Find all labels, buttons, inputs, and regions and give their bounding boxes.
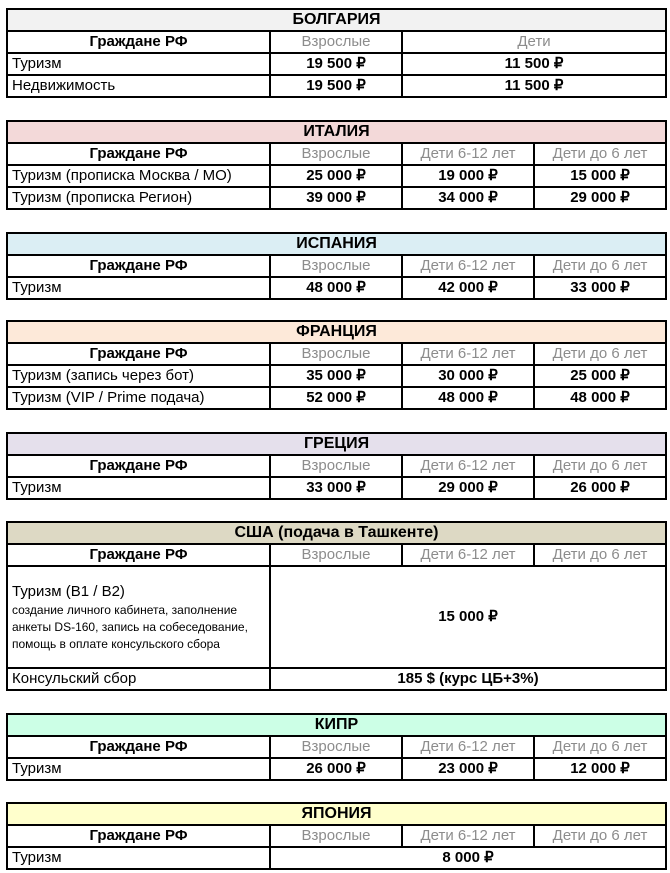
spain-title: ИСПАНИЯ <box>7 233 666 255</box>
usa-tourism-price: 15 000 ₽ <box>270 566 666 668</box>
usa-tourism-cell <box>7 566 270 668</box>
price-adult: 48 000 ₽ <box>270 277 402 299</box>
row-label: Туризм <box>7 53 270 75</box>
table-row <box>7 668 666 690</box>
table-row <box>7 53 666 75</box>
bulgaria-table <box>6 8 667 98</box>
section-spain <box>6 232 665 300</box>
bulgaria-title: БОЛГАРИЯ <box>7 9 666 31</box>
price-children-under-6: 29 000 ₽ <box>534 187 666 209</box>
citizens-header: Граждане РФ <box>7 544 270 566</box>
price-adult: 25 000 ₽ <box>270 165 402 187</box>
cyprus-title: КИПР <box>7 714 666 736</box>
table-row <box>7 165 666 187</box>
section-japan <box>6 802 665 870</box>
price-children-6-12: 42 000 ₽ <box>402 277 534 299</box>
children-under-6-header: Дети до 6 лет <box>534 825 666 847</box>
children-under-6-header: Дети до 6 лет <box>534 736 666 758</box>
table-row <box>7 365 666 387</box>
adults-header: Взрослые <box>270 143 402 165</box>
children-6-12-header: Дети 6-12 лет <box>402 143 534 165</box>
citizens-header: Граждане РФ <box>7 455 270 477</box>
adults-header: Взрослые <box>270 825 402 847</box>
adults-header: Взрослые <box>270 31 402 53</box>
price-children-under-6: 15 000 ₽ <box>534 165 666 187</box>
japan-table <box>6 802 667 870</box>
children-6-12-header: Дети 6-12 лет <box>402 455 534 477</box>
price-children-under-6: 26 000 ₽ <box>534 477 666 499</box>
price-children-under-6: 25 000 ₽ <box>534 365 666 387</box>
row-label: Туризм (прописка Москва / МО) <box>7 165 270 187</box>
children-6-12-header: Дети 6-12 лет <box>402 544 534 566</box>
table-row <box>7 566 666 668</box>
italy-table <box>6 120 667 210</box>
price-children-under-6: 12 000 ₽ <box>534 758 666 780</box>
price-children-6-12: 34 000 ₽ <box>402 187 534 209</box>
price-children-under-6: 48 000 ₽ <box>534 387 666 409</box>
row-label: Туризм <box>7 758 270 780</box>
table-row <box>7 387 666 409</box>
consular-fee-price: 185 $ (курс ЦБ+3%) <box>270 668 666 690</box>
children-6-12-header: Дети 6-12 лет <box>402 255 534 277</box>
usa-tourism-label: Туризм (B1 / B2) <box>12 582 125 600</box>
japan-title: ЯПОНИЯ <box>7 803 666 825</box>
france-title: ФРАНЦИЯ <box>7 321 666 343</box>
children-under-6-header: Дети до 6 лет <box>534 143 666 165</box>
section-cyprus <box>6 713 665 781</box>
price-children-6-12: 30 000 ₽ <box>402 365 534 387</box>
greece-title: ГРЕЦИЯ <box>7 433 666 455</box>
table-row <box>7 847 666 869</box>
section-greece <box>6 432 665 500</box>
table-row <box>7 758 666 780</box>
price-adult: 26 000 ₽ <box>270 758 402 780</box>
greece-table <box>6 432 667 500</box>
citizens-header: Граждане РФ <box>7 143 270 165</box>
children-6-12-header: Дети 6-12 лет <box>402 736 534 758</box>
price-all: 8 000 ₽ <box>270 847 666 869</box>
row-label: Туризм (VIP / Prime подача) <box>7 387 270 409</box>
usa-title: США (подача в Ташкенте) <box>7 522 666 544</box>
price-adult: 33 000 ₽ <box>270 477 402 499</box>
table-row <box>7 277 666 299</box>
table-row <box>7 187 666 209</box>
france-table <box>6 320 667 410</box>
price-adult: 39 000 ₽ <box>270 187 402 209</box>
section-france <box>6 320 665 410</box>
children-under-6-header: Дети до 6 лет <box>534 455 666 477</box>
section-italy <box>6 120 665 210</box>
adults-header: Взрослые <box>270 255 402 277</box>
price-adult: 19 500 ₽ <box>270 75 402 97</box>
citizens-header: Граждане РФ <box>7 31 270 53</box>
citizens-header: Граждане РФ <box>7 825 270 847</box>
price-adult: 19 500 ₽ <box>270 53 402 75</box>
price-children-6-12: 23 000 ₽ <box>402 758 534 780</box>
row-label: Туризм <box>7 477 270 499</box>
children-6-12-header: Дети 6-12 лет <box>402 343 534 365</box>
citizens-header: Граждане РФ <box>7 255 270 277</box>
children-under-6-header: Дети до 6 лет <box>534 255 666 277</box>
adults-header: Взрослые <box>270 544 402 566</box>
cyprus-table <box>6 713 667 781</box>
table-row <box>7 75 666 97</box>
citizens-header: Граждане РФ <box>7 736 270 758</box>
row-label: Туризм (прописка Регион) <box>7 187 270 209</box>
adults-header: Взрослые <box>270 736 402 758</box>
row-label: Туризм <box>7 277 270 299</box>
table-row <box>7 477 666 499</box>
section-bulgaria <box>6 8 665 98</box>
price-children-6-12: 29 000 ₽ <box>402 477 534 499</box>
spain-table <box>6 232 667 300</box>
row-label: Недвижимость <box>7 75 270 97</box>
price-children-6-12: 19 000 ₽ <box>402 165 534 187</box>
row-label: Туризм <box>7 847 270 869</box>
price-children-under-6: 33 000 ₽ <box>534 277 666 299</box>
usa-table <box>6 521 667 691</box>
section-usa <box>6 521 665 691</box>
adults-header: Взрослые <box>270 343 402 365</box>
adults-header: Взрослые <box>270 455 402 477</box>
children-header: Дети <box>402 31 666 53</box>
children-6-12-header: Дети 6-12 лет <box>402 825 534 847</box>
citizens-header: Граждане РФ <box>7 343 270 365</box>
usa-tourism-note: создание личного кабинета, заполнение анкеты DS-160, запись на собеседование, помощь в оплате консульского сбора <box>12 602 248 651</box>
italy-title: ИТАЛИЯ <box>7 121 666 143</box>
price-adult: 35 000 ₽ <box>270 365 402 387</box>
price-children-6-12: 48 000 ₽ <box>402 387 534 409</box>
children-under-6-header: Дети до 6 лет <box>534 343 666 365</box>
price-children: 11 500 ₽ <box>402 75 666 97</box>
price-adult: 52 000 ₽ <box>270 387 402 409</box>
children-under-6-header: Дети до 6 лет <box>534 544 666 566</box>
row-label: Туризм (запись через бот) <box>7 365 270 387</box>
price-children: 11 500 ₽ <box>402 53 666 75</box>
consular-fee-label: Консульский сбор <box>7 668 270 690</box>
